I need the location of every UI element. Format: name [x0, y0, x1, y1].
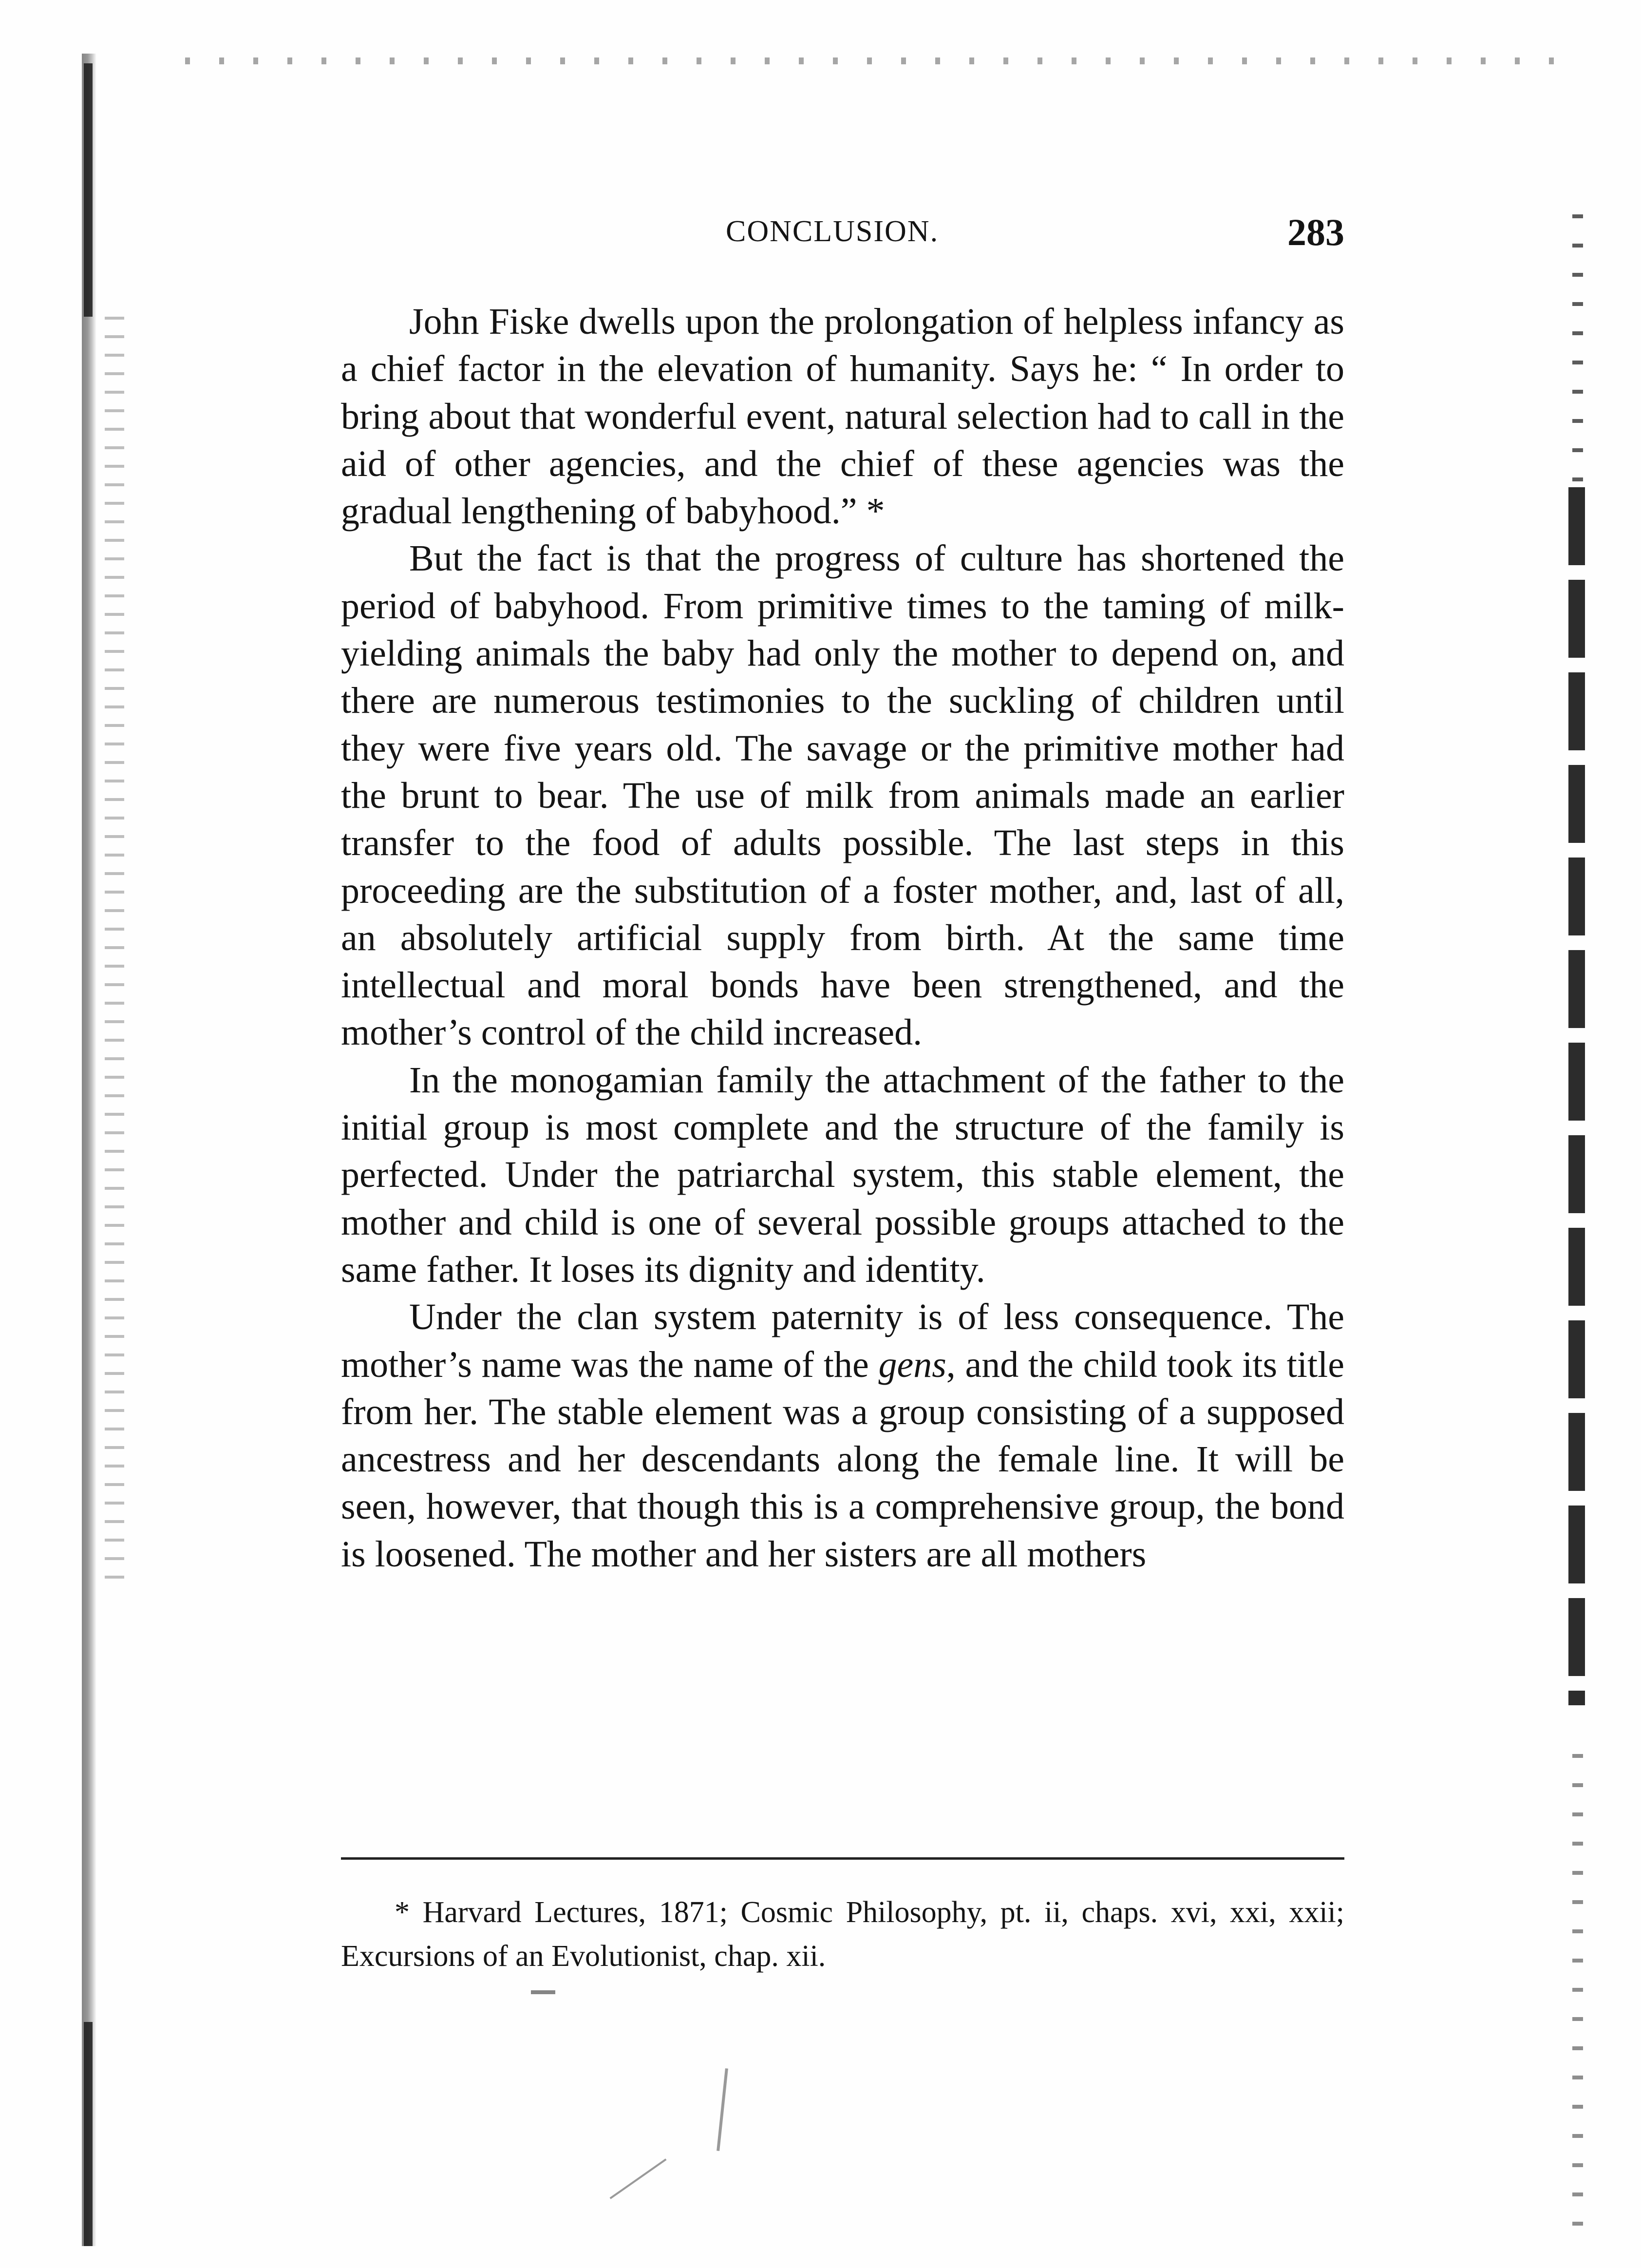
paragraph-3: In the monogamian family the attachment of the father to the initial group is most complete and the structure of the family is perfected. Under the patriarchal system, this stable element, the mother and child is one of several possible groups attached to the same father. It loses its dignity and identity.: [341, 1059, 1344, 1290]
scan-right-edge-bars: [1568, 487, 1585, 1705]
chapter-title: CONCLUSION.: [726, 215, 939, 248]
scan-top-noise: [185, 57, 1573, 64]
paragraph-4-italic-term: gens: [878, 1344, 946, 1385]
footnote: * Harvard Lectures, 1871; Cosmic Philosophy, pt. ii, chaps. xvi, xxi, xxii; Excursions of an Evolutionist, chap. xii.: [341, 1896, 1344, 1973]
scan-stray-mark-diagonal: [610, 2158, 667, 2199]
scan-binding-specks: [105, 317, 124, 1583]
body-text: [341, 298, 1344, 1578]
scan-stray-mark-dash: [531, 1990, 555, 1994]
scan-binding-dark-top: [84, 63, 93, 317]
paragraph-1: John Fiske dwells upon the prolongation of helpless infancy as a chief factor in the elevation of humanity. Says he: “ In order to bring about that wonderful event, natural selection had to call in the aid of other agencies, and the chief of these agencies was the gradual lengthening of babyhood.” *: [341, 301, 1344, 532]
paragraph-4-text-end: , and the child took its title from her. The stable element was a group consisting of a supposed ancestress and her descendants along the female line. It will be seen, however, that though this is a comprehensive group, the bond is loosened. The mother and her sisters are all mothers: [341, 1344, 1344, 1575]
scan-right-edge-ticks-bottom: [1572, 1754, 1583, 2241]
scan-stray-mark-vertical: [717, 2068, 728, 2151]
paragraph-2: But the fact is that the progress of culture has shortened the period of babyhood. From primitive times to the taming of milk-yielding animals the baby had only the mother to depend on, and there are numerous testimonies to the suckling of children until they were five years old. The savage or the primitive mother had the brunt to bear. The use of milk from animals made an earlier transfer to the food of adults possible. The last steps in this proceeding are the substitution of a foster mother, and, last of all, an absolutely artificial supply from birth. At the same time intellectual and moral bonds have been strengthened, and the mother’s control of the child increased.: [341, 538, 1344, 1053]
paragraph-4-text-start: Under the clan system paternity is of less consequence. The mother’s name was the name of the: [341, 1296, 1344, 1385]
running-head: [341, 211, 1344, 263]
scan-binding-shadow: [82, 54, 96, 2246]
footnote-divider: [341, 1857, 1344, 1860]
scan-right-edge-ticks-top: [1572, 214, 1583, 487]
page-number: 283: [1287, 211, 1344, 253]
scan-binding-dark-bottom: [84, 2022, 93, 2246]
paragraph-4: [341, 1294, 1344, 1578]
